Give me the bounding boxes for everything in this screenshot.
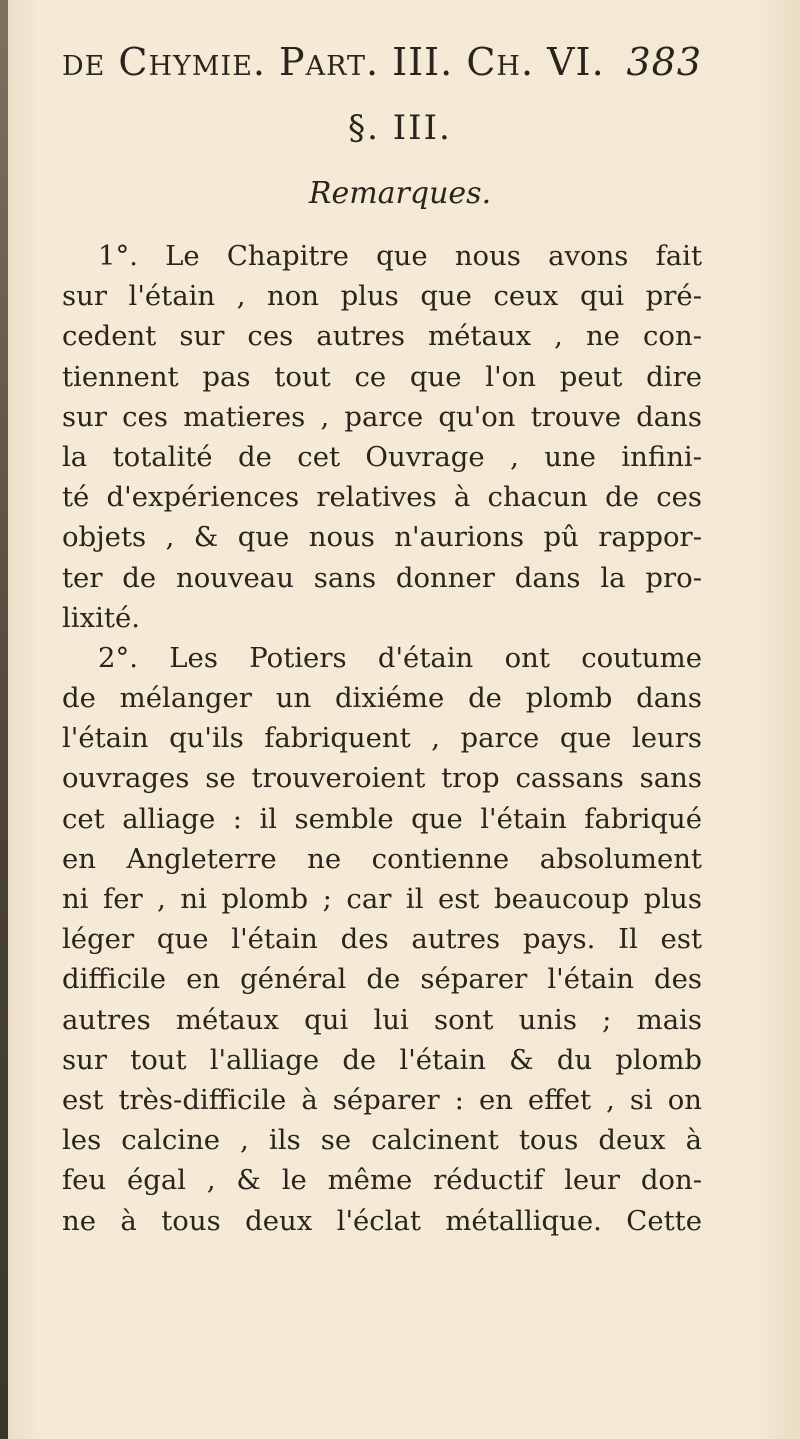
text-line: sur l'étain , non plus que ceux qui pré- xyxy=(62,280,702,313)
text-line: 2°. Les Potiers d'étain ont coutume xyxy=(98,641,702,674)
text-line: té d'expériences relatives à chacun de ces xyxy=(62,481,702,514)
page-header xyxy=(62,40,702,96)
section-subtitle: Remarques. xyxy=(308,176,492,211)
text-line: 1°. Le Chapitre que nous avons fait xyxy=(98,240,702,272)
text-line: de mélanger un dixiéme de plomb dans xyxy=(62,682,702,715)
section-heading: §. III. xyxy=(348,108,452,148)
text-line: difficile en général de séparer l'étain des xyxy=(62,963,702,996)
text-line: la totalité de cet Ouvrage , une infini- xyxy=(62,440,702,473)
text-line: sur tout l'alliage de l'étain & du plomb xyxy=(62,1043,702,1076)
text-line: objets , & que nous n'aurions pû rappor- xyxy=(62,521,702,554)
text-line: ouvrages se trouveroient trop cassans sans xyxy=(62,762,702,795)
text-line: feu égal , & le même réductif leur don- xyxy=(62,1164,702,1197)
text-line: lixité. xyxy=(62,601,140,634)
text-line: en Angleterre ne contienne absolument xyxy=(62,842,702,875)
text-line: ne à tous deux l'éclat métallique. Cette xyxy=(62,1204,702,1237)
text-line: autres métaux qui lui sont unis ; mais xyxy=(62,1003,702,1036)
text-line: l'étain qu'ils fabriquent , parce que leurs xyxy=(62,722,702,755)
running-title: de Chymie. Part. III. Ch. VI. xyxy=(62,40,605,84)
text-line: cedent sur ces autres métaux , ne con- xyxy=(62,320,702,353)
text-line: ni fer , ni plomb ; car il est beaucoup plus xyxy=(62,883,702,915)
text-line: est très-difficile à séparer : en effet , si on xyxy=(62,1083,702,1116)
page-binding-edge xyxy=(0,0,8,1439)
body-text xyxy=(62,236,702,1241)
text-line: cet alliage : il semble que l'étain fabriqué xyxy=(62,802,702,835)
text-line: les calcine , ils se calcinent tous deux à xyxy=(62,1124,702,1157)
text-line: tiennent pas tout ce que l'on peut dire xyxy=(62,360,702,393)
text-line: ter de nouveau sans donner dans la pro- xyxy=(62,561,702,594)
text-line: léger que l'étain des autres pays. Il est xyxy=(62,923,702,956)
page-number: 383 xyxy=(626,40,702,84)
text-line: sur ces matieres , parce qu'on trouve dans xyxy=(62,400,702,433)
